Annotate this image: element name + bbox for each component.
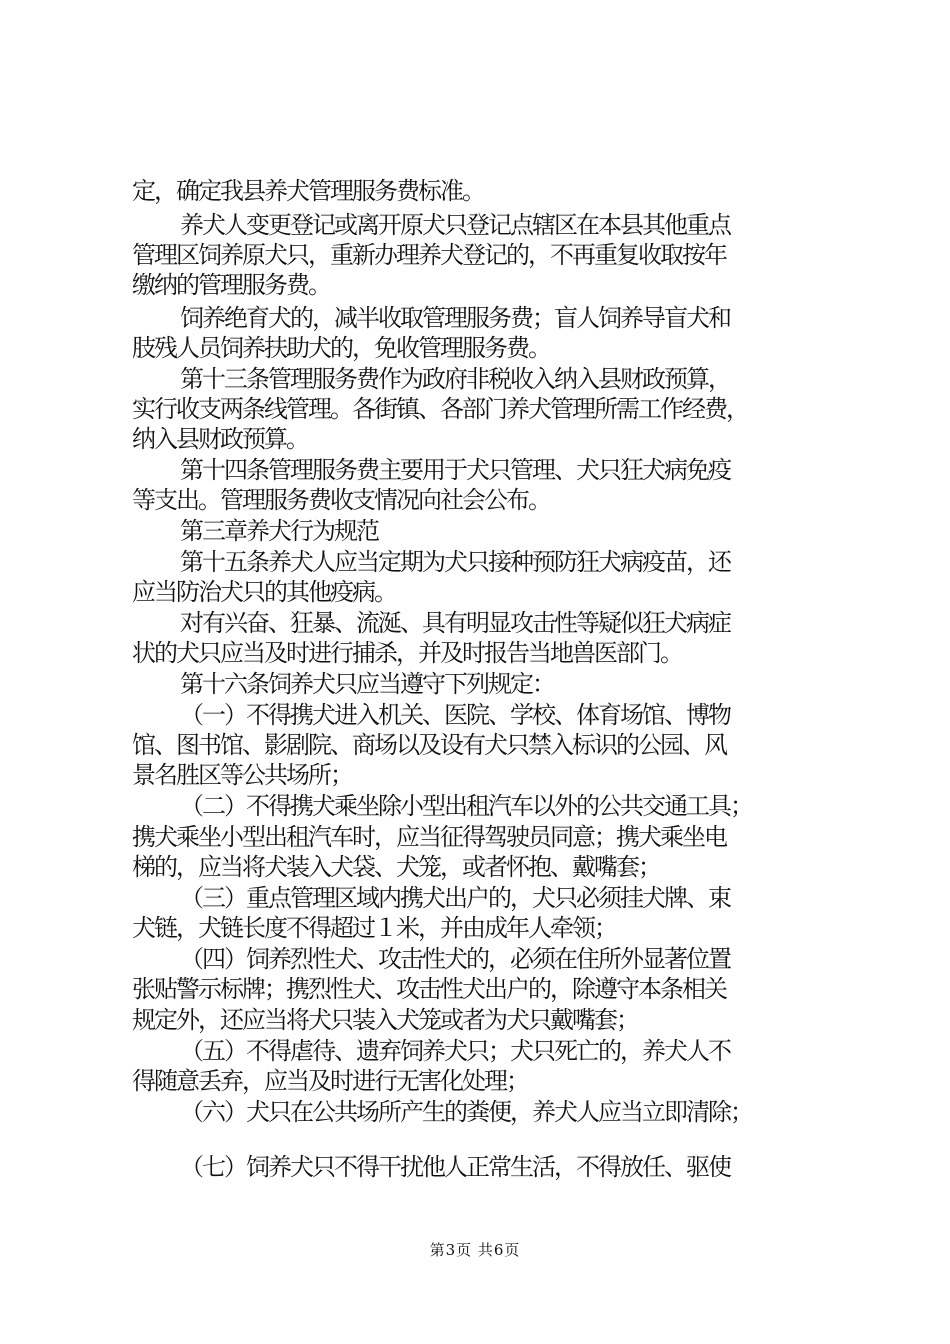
text-line: 饲养绝育犬的，减半收取管理服务费；盲人饲养导盲犬和 (180, 304, 730, 332)
text-line: 张贴警示标牌；携烈性犬、攻击性犬出户的，除遵守本条相关 (132, 975, 726, 1003)
text-line: 第十四条管理服务费主要用于犬只管理、犬只狂犬病免疫 (180, 456, 730, 484)
text-line: 状的犬只应当及时进行捕杀，并及时报告当地兽医部门。 (132, 639, 682, 667)
text-line: （六）犬只在公共场所产生的粪便，养犬人应当立即清除； (180, 1098, 752, 1126)
text-line: （二）不得携犬乘坐除小型出租汽车以外的公共交通工具； (180, 792, 752, 820)
text-line: 肢残人员饲养扶助犬的，免收管理服务费。 (132, 334, 550, 362)
text-line: （七）饲养犬只不得干扰他人正常生活，不得放任、驱使 (180, 1153, 730, 1181)
text-line: 应当防治犬只的其他疫病。 (132, 578, 396, 606)
text-line: 纳入县财政预算。 (132, 425, 308, 453)
text-line: 缴纳的管理服务费。 (132, 271, 330, 299)
text-line: 管理区饲养原犬只，重新办理养犬登记的，不再重复收取按年 (132, 241, 726, 269)
text-line: （五）不得虐待、遗弃饲养犬只；犬只死亡的，养犬人不 (180, 1037, 730, 1065)
text-line: 实行收支两条线管理。各街镇、各部门养犬管理所需工作经费， (132, 395, 748, 423)
text-line: 犬链，犬链长度不得超过１米，并由成年人牵领； (132, 914, 616, 942)
text-line: 景名胜区等公共场所； (132, 761, 352, 789)
text-line: 规定外，还应当将犬只装入犬笼或者为犬只戴嘴套； (132, 1006, 638, 1034)
text-line: 第十六条饲养犬只应当遵守下列规定： (180, 670, 554, 698)
text-line: 第十五条养犬人应当定期为犬只接种预防狂犬病疫苗，还 (180, 548, 730, 576)
text-line: 馆、图书馆、影剧院、商场以及设有犬只禁入标识的公园、风 (132, 731, 726, 759)
text-line: （三）重点管理区域内携犬出户的，犬只必须挂犬牌、束 (180, 884, 730, 912)
text-line: （一）不得携犬进入机关、医院、学校、体育场馆、博物 (180, 701, 730, 729)
text-line: （四）饲养烈性犬、攻击性犬的，必须在住所外显著位置 (180, 945, 730, 973)
section-heading: 第三章养犬行为规范 (180, 517, 378, 545)
text-line: 对有兴奋、狂暴、流涎、具有明显攻击性等疑似狂犬病症 (180, 609, 730, 637)
text-line: 定，确定我县养犬管理服务费标准。 (132, 177, 484, 205)
text-line: 得随意丢弃，应当及时进行无害化处理； (132, 1067, 528, 1095)
text-line: 养犬人变更登记或离开原犬只登记点辖区在本县其他重点 (180, 211, 730, 239)
text-line: 携犬乘坐小型出租汽车时，应当征得驾驶员同意；携犬乘坐电 (132, 823, 726, 851)
text-line: 等支出。管理服务费收支情况向社会公布。 (132, 486, 550, 514)
page-number: 第3页 共6页 (429, 1241, 521, 1259)
text-line: 梯的，应当将犬装入犬袋、犬笼，或者怀抱、戴嘴套； (132, 853, 660, 881)
text-line: 第十三条管理服务费作为政府非税收入纳入县财政预算， (180, 365, 730, 393)
